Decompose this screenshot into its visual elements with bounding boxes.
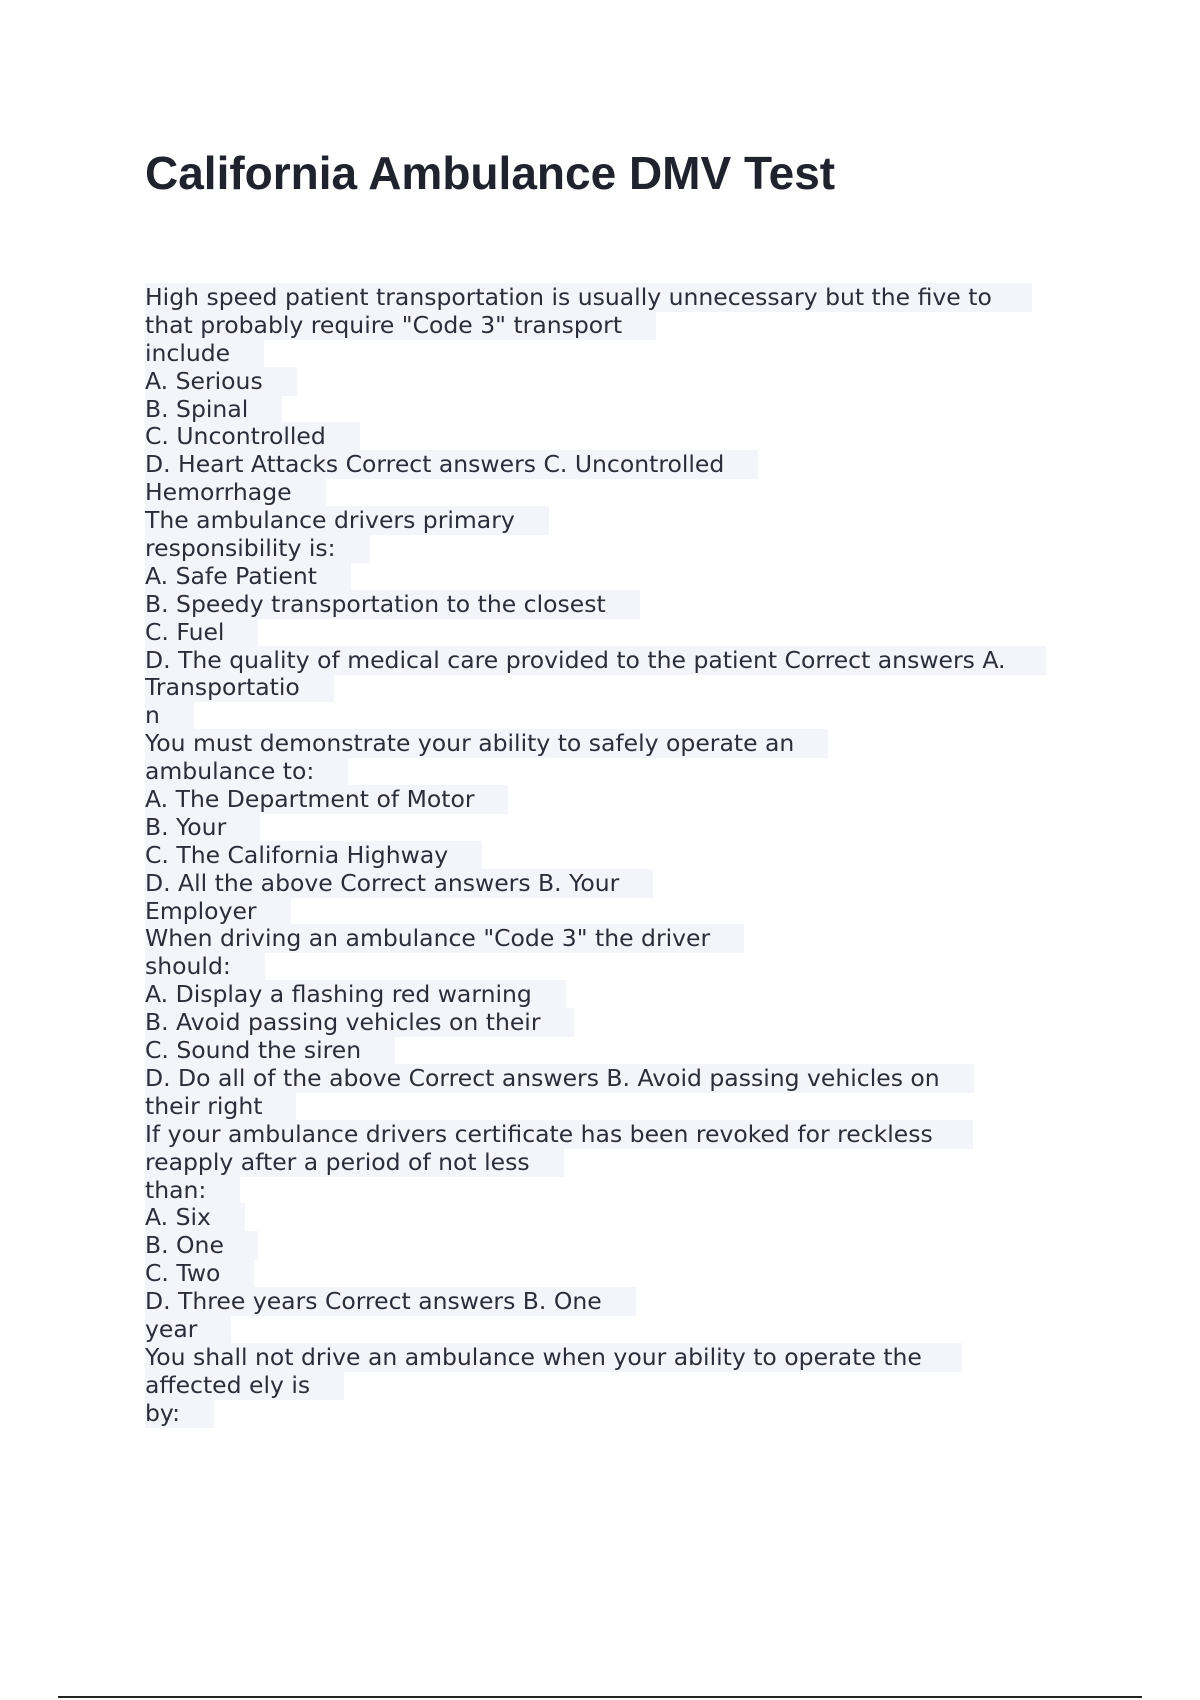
text-line [145,870,1065,898]
text-line-content: A. Display a flashing red warning [145,980,566,1009]
text-line [145,842,1065,870]
text-line [145,423,1065,451]
text-line-content: A. Serious [145,367,297,396]
text-line-content: responsibility is: [145,534,370,563]
text-line [145,591,1065,619]
text-line [145,1372,1065,1400]
text-line-content: C. The California Highway [145,841,482,870]
text-line [145,674,1065,702]
text-line [145,479,1065,507]
text-line [145,814,1065,842]
text-line-content: C. Uncontrolled [145,422,360,451]
text-line-content: High speed patient transportation is usually unnecessary but the five to [145,283,1032,312]
text-line [145,1260,1065,1288]
text-line-content: D. Three years Correct answers B. One [145,1287,636,1316]
text-line-content: B. Your [145,813,260,842]
text-line [145,730,1065,758]
text-line [145,1400,1065,1428]
text-line [145,312,1065,340]
text-line [145,563,1065,591]
text-line [145,619,1065,647]
text-line-content: Hemorrhage [145,478,326,507]
text-line-content: their right [145,1092,296,1121]
text-line-content: affected ely is [145,1371,344,1400]
text-line [145,1204,1065,1232]
text-line [145,396,1065,424]
text-line [145,981,1065,1009]
text-line [145,1065,1065,1093]
text-line [145,953,1065,981]
bottom-divider [58,1696,1142,1698]
text-line-content: If your ambulance drivers certificate has been revoked for reckless [145,1120,973,1149]
text-line [145,1232,1065,1260]
text-line [145,1009,1065,1037]
text-line [145,1149,1065,1177]
text-line [145,1316,1065,1344]
text-line [145,1037,1065,1065]
text-line [145,1344,1065,1372]
text-line [145,284,1065,312]
page-title: California Ambulance DMV Test [145,147,836,199]
text-line-content: D. Do all of the above Correct answers B. Avoid passing vehicles on [145,1064,974,1093]
text-line-content: A. The Department of Motor [145,785,508,814]
text-line-content: When driving an ambulance "Code 3" the driver [145,924,744,953]
text-line-content: Employer [145,897,291,926]
text-line [145,1093,1065,1121]
text-line-content: than: [145,1176,240,1205]
text-line [145,898,1065,926]
text-line [145,1288,1065,1316]
text-line-content: reapply after a period of not less [145,1148,564,1177]
text-line-content: A. Six [145,1203,245,1232]
text-line-content: Transportatio [145,673,334,702]
text-line [145,925,1065,953]
text-line-content: C. Fuel [145,618,258,647]
text-line-content: B. Speedy transportation to the closest [145,590,640,619]
text-line [145,1121,1065,1149]
text-line [145,368,1065,396]
text-line-content: The ambulance drivers primary [145,506,549,535]
text-line-content: should: [145,952,265,981]
text-line-content: n [145,701,194,730]
text-line-content: B. One [145,1231,258,1260]
text-line-content: ambulance to: [145,757,348,786]
text-line [145,758,1065,786]
document-body [145,284,1065,1428]
text-line-content: that probably require "Code 3" transport [145,311,656,340]
text-line-content: include [145,339,264,368]
text-line-content: B. Avoid passing vehicles on their [145,1008,574,1037]
text-line [145,1177,1065,1205]
text-line-content: C. Two [145,1259,254,1288]
text-line-content: by: [145,1399,214,1428]
text-line-content: year [145,1315,231,1344]
text-line-content: B. Spinal [145,395,282,424]
text-line-content: You shall not drive an ambulance when your ability to operate the [145,1343,962,1372]
text-line [145,535,1065,563]
text-line [145,786,1065,814]
text-line-content: D. All the above Correct answers B. Your [145,869,653,898]
text-line-content: You must demonstrate your ability to safely operate an [145,729,828,758]
text-line-content: D. Heart Attacks Correct answers C. Uncontrolled [145,450,758,479]
text-line [145,507,1065,535]
text-line [145,451,1065,479]
text-line [145,340,1065,368]
text-line [145,647,1065,675]
text-line-content: A. Safe Patient [145,562,351,591]
text-line-content: C. Sound the siren [145,1036,395,1065]
text-line-content: D. The quality of medical care provided to the patient Correct answers A. [145,646,1046,675]
text-line [145,702,1065,730]
